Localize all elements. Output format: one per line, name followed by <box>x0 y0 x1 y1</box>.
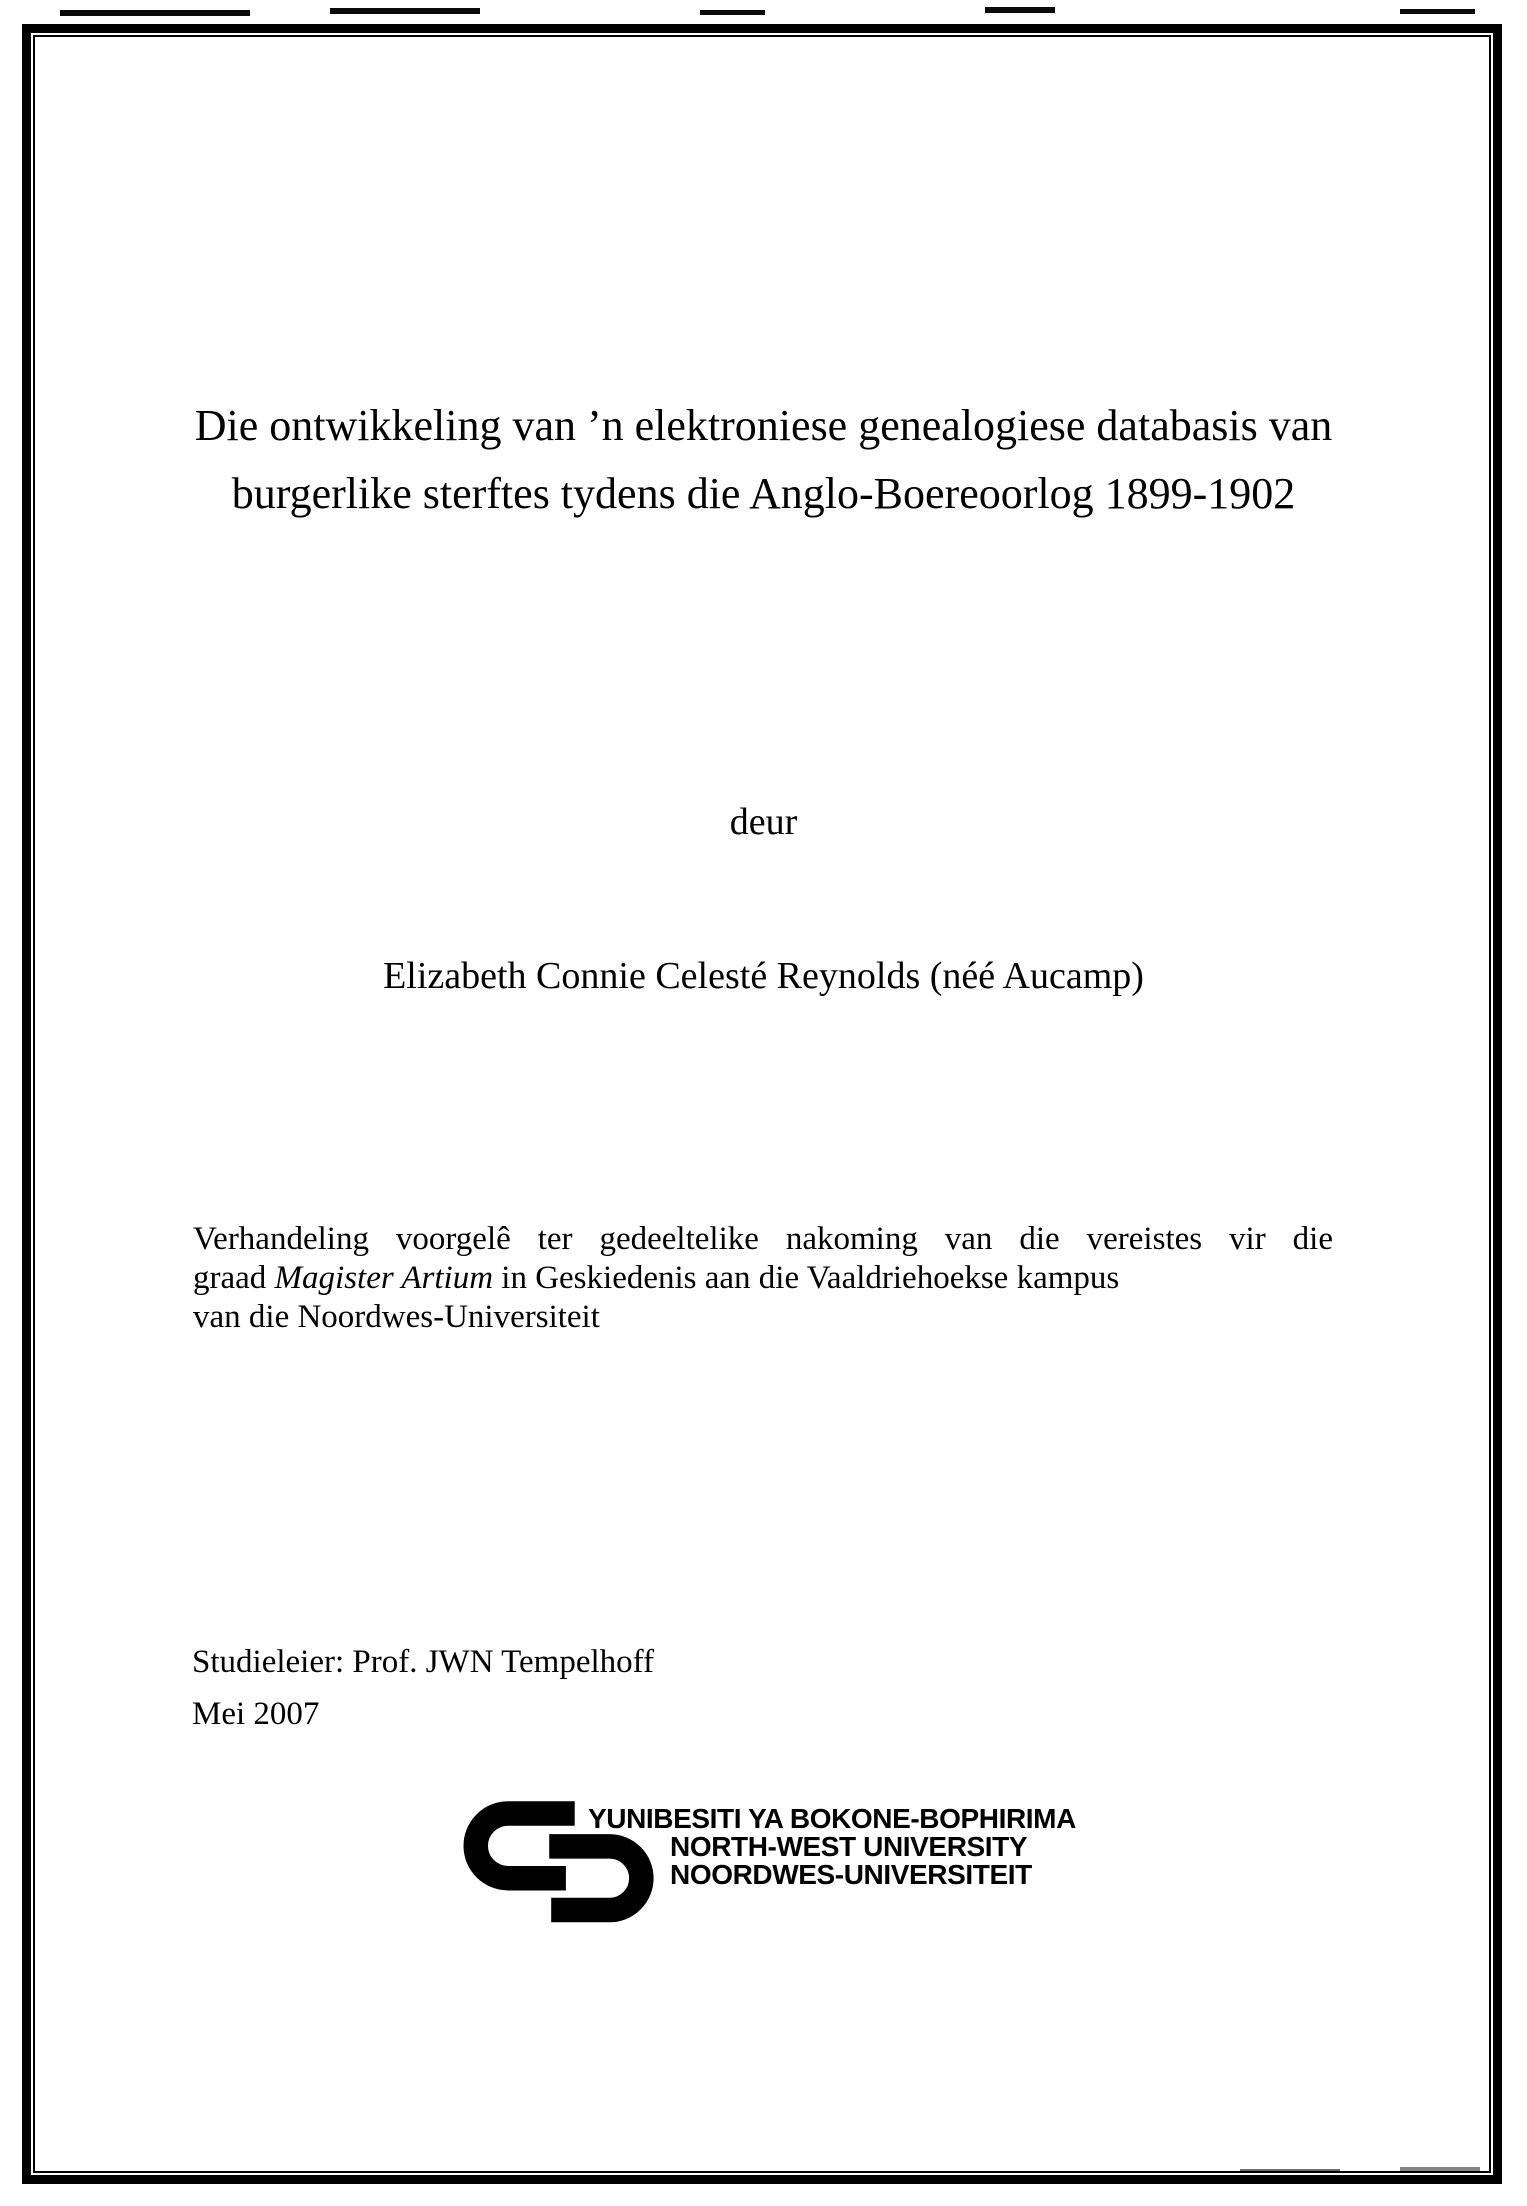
scan-artifact <box>985 7 1055 13</box>
submission-statement <box>193 1220 1333 1337</box>
statement-line-3: van die Noordwes-Universiteit <box>193 1299 600 1335</box>
statement-line-2 <box>193 1259 1333 1298</box>
title-line-1: Die ontwikkeling van ’n elektroniese genealogiese databasis van <box>194 401 1333 450</box>
university-logo <box>463 1798 1123 1938</box>
dissertation-title <box>0 392 1527 528</box>
scan-artifact <box>60 10 250 16</box>
supervisor-line: Studieleier: Prof. JWN Tempelhoff <box>192 1644 655 1680</box>
scan-artifact <box>330 8 480 14</box>
university-logo-text <box>588 1805 1076 1889</box>
logo-text-english: NORTH-WEST UNIVERSITY <box>670 1831 1028 1862</box>
statement-line-2-suffix: in Geskiedenis aan die Vaaldriehoekse kampus <box>493 1260 1120 1296</box>
logo-text-afrikaans: NOORDWES-UNIVERSITEIT <box>670 1859 1032 1890</box>
degree-name: Magister Artium <box>274 1260 494 1296</box>
statement-line-2-prefix: graad <box>193 1260 275 1296</box>
title-line-2: burgerlike sterftes tydens die Anglo-Boereoorlog 1899-1902 <box>231 469 1296 518</box>
author-name: Elizabeth Connie Celesté Reynolds (néé Aucamp) <box>383 955 1144 997</box>
scan-artifact <box>700 10 765 15</box>
logo-text-setswana: YUNIBESITI YA BOKONE-BOPHIRIMA <box>588 1803 1076 1834</box>
byline-deur: deur <box>729 801 798 843</box>
statement-line-1: Verhandeling voorgelê ter gedeeltelike nakoming van die vereistes vir die <box>193 1221 1333 1257</box>
date-line: Mei 2007 <box>192 1696 320 1732</box>
scan-artifact <box>1400 9 1475 14</box>
